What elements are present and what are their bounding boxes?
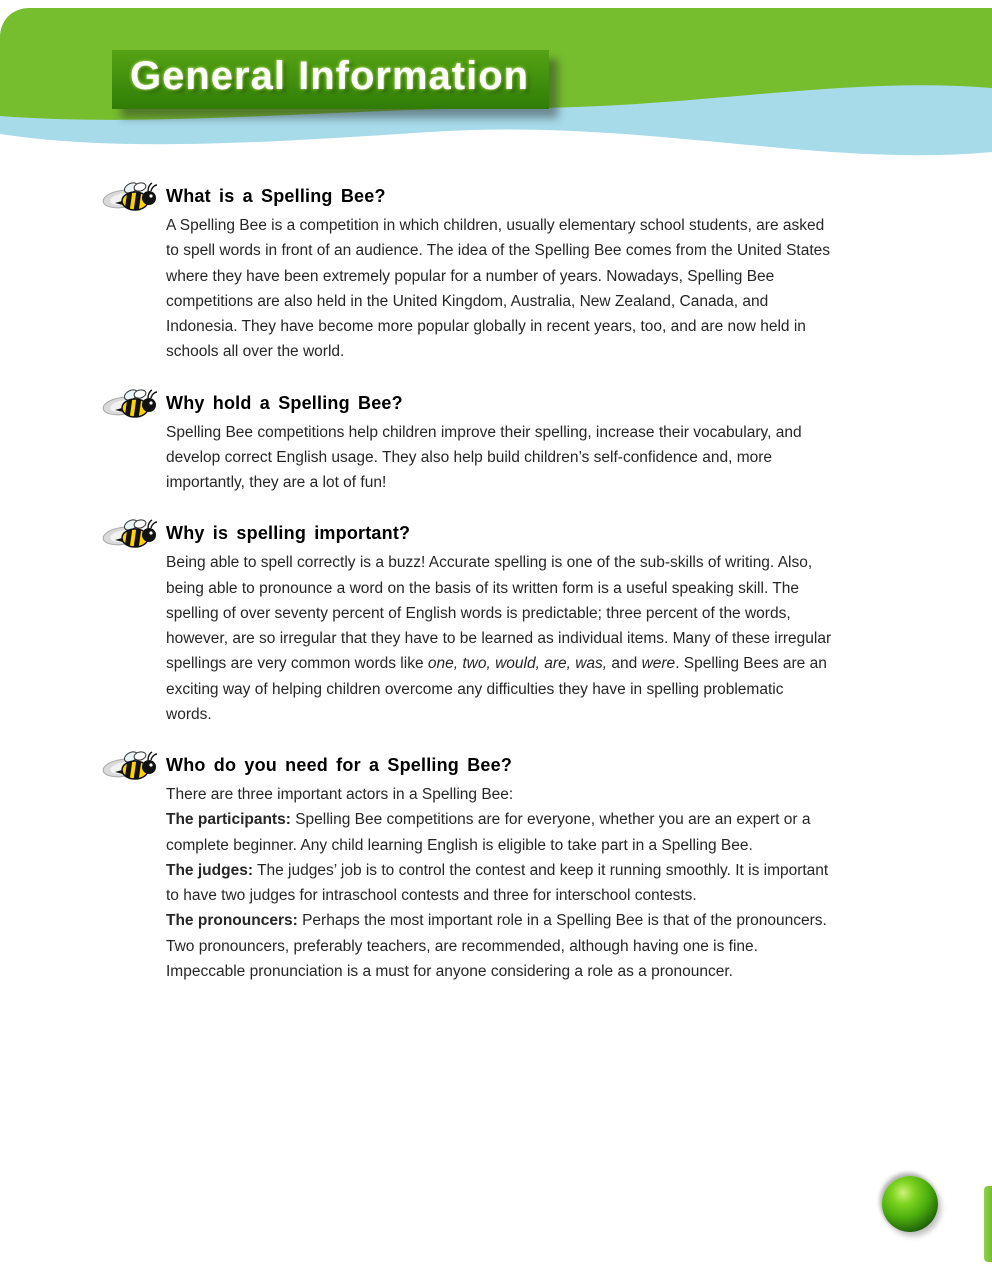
text-run: Being able to spell correctly is a buzz! Accurate spelling is one of the sub-skills of writing. Also, being able to pronounce a word on the basis of its written form is a useful speaking skill. The spelling of over seventy percent of English words is predictable; three percent of the words, however, are so irregular that they have to be learned as individual items. Many of these irregular spellings are very common words like xyxy=(166,554,832,673)
section xyxy=(166,523,832,727)
section-paragraph xyxy=(166,782,832,807)
text-run: . Spelling Bees are an exciting way of helping children overcome any difficulties they have in spelling problematic words. xyxy=(166,655,827,723)
bee-icon xyxy=(102,178,160,218)
text-run-bold: The participants: xyxy=(166,811,291,829)
page-header xyxy=(0,0,992,170)
section-paragraph xyxy=(166,420,832,496)
page-edge-strip xyxy=(984,1186,992,1262)
section-heading: Who do you need for a Spelling Bee? xyxy=(166,755,513,775)
text-run-italic: were xyxy=(641,655,676,673)
text-run: The judges’ job is to control the contest and keep it running smoothly. It is important to have two judges for intraschool contests and three for interschool contests. xyxy=(166,861,829,904)
text-run-bold: The pronouncers: xyxy=(166,912,298,930)
section xyxy=(166,755,832,984)
green-sphere-icon xyxy=(882,1176,938,1232)
section xyxy=(166,186,832,365)
section-paragraph xyxy=(166,213,832,365)
text-run: Perhaps the most important role in a Spelling Bee is that of the pronouncers. Two pronouncers, preferably teachers, are recommended, although having one is fine. Impeccable pronunciation is a must for anyone considering a role as a pronouncer. xyxy=(166,912,827,980)
text-run-bold: The judges: xyxy=(166,861,253,879)
text-run: There are three important actors in a Spelling Bee: xyxy=(166,786,514,803)
text-run: and xyxy=(607,655,642,673)
section-paragraph xyxy=(166,908,832,984)
section-heading: Why is spelling important? xyxy=(166,523,411,544)
section-paragraph xyxy=(166,858,832,909)
text-run: Spelling Bee competitions help children improve their spelling, increase their vocabulary, and develop correct English usage. They also help build children’s self-confidence and, more importantly, they are a lot of fun! xyxy=(166,423,802,491)
section-heading: Why hold a Spelling Bee? xyxy=(166,392,403,413)
section-paragraph xyxy=(166,550,832,727)
bee-icon xyxy=(102,385,160,425)
bee-icon xyxy=(102,515,160,555)
content xyxy=(166,186,832,984)
section xyxy=(166,393,832,496)
section-paragraph xyxy=(166,807,832,858)
text-run: Spelling Bee competitions are for everyone, whether you are an expert or a complete beginner. Any child learning English is eligible to take part in a Spelling Bee. xyxy=(166,811,811,854)
text-run-italic: one, two, would, are, was, xyxy=(427,655,608,673)
title-banner xyxy=(112,50,549,109)
text-run: A Spelling Bee is a competition in which children, usually elementary school students, are asked to spell words in front of an audience. The idea of the Spelling Bee comes from the United States where they have been extremely popular for a number of years. Nowadays, Spelling Bee competitions are also held in the United Kingdom, Australia, New Zealand, Canada, and Indonesia. They have become more popular globally in recent years, too, and are now held in schools all over the world. xyxy=(166,217,831,361)
bee-icon xyxy=(102,747,160,787)
section-heading: What is a Spelling Bee? xyxy=(166,186,386,206)
page-title: General Information xyxy=(130,54,530,98)
